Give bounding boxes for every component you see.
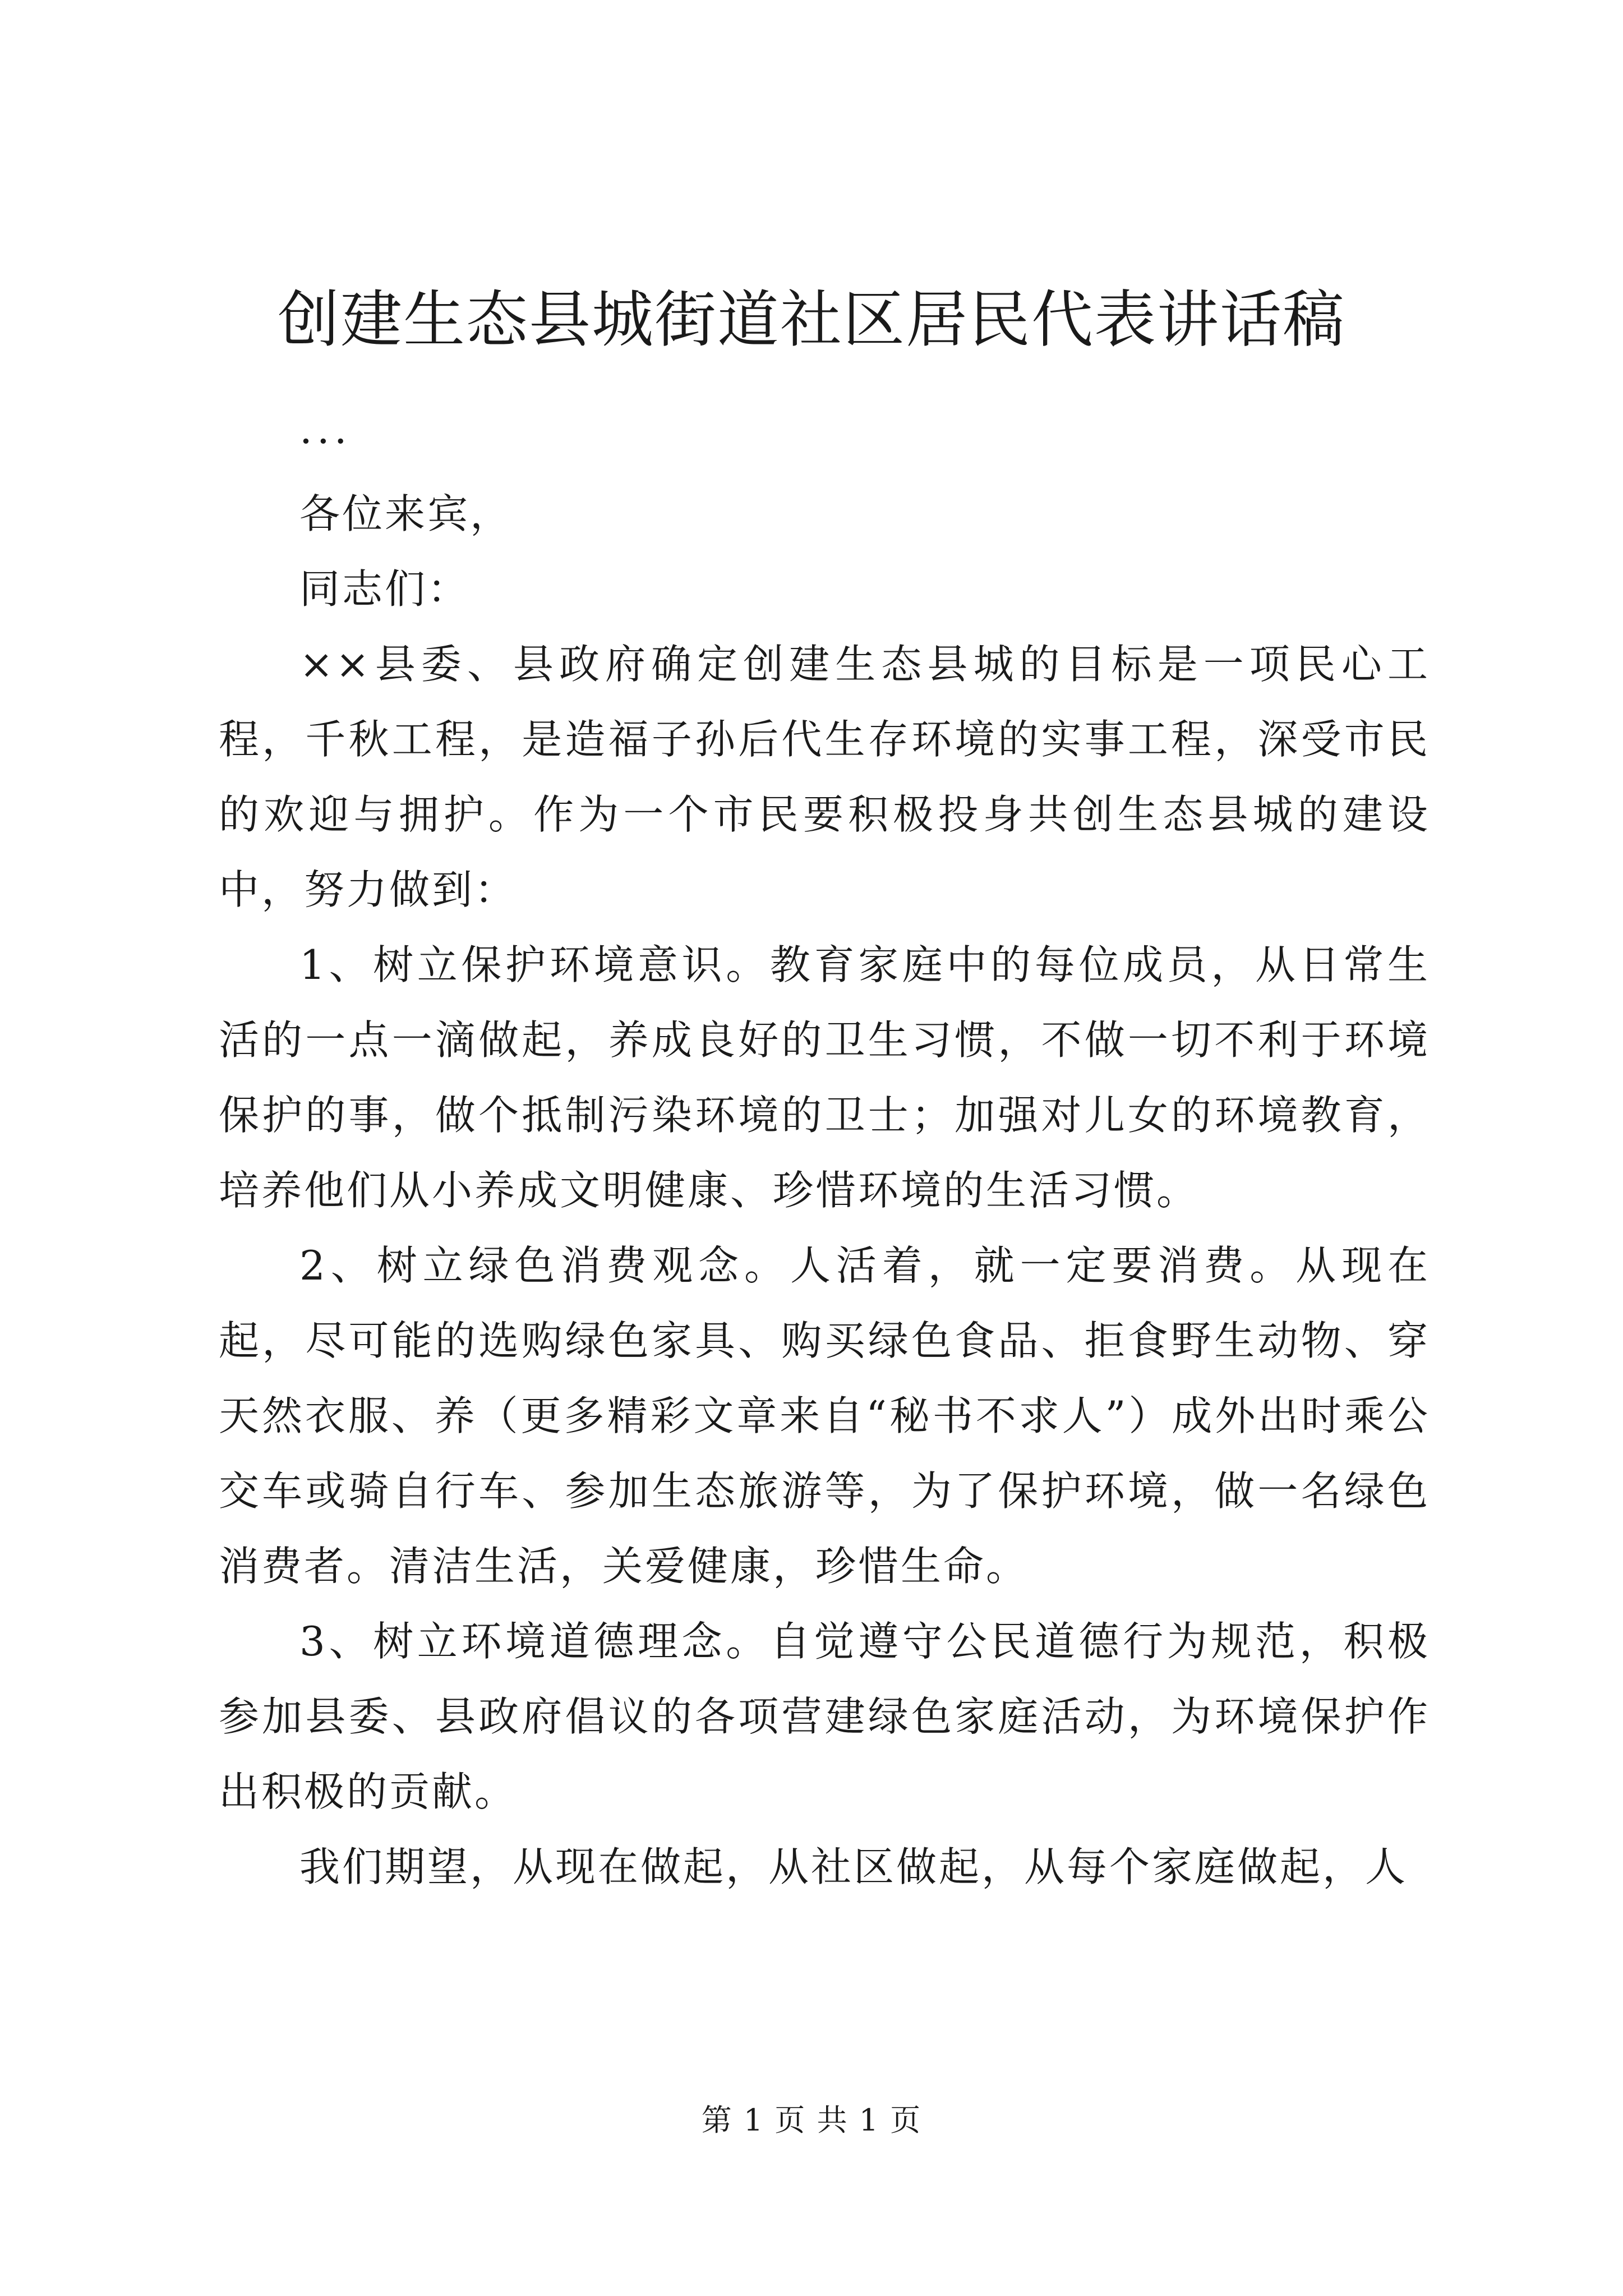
closing-paragraph: 我们期望，从现在做起，从社区做起，从每个家庭做起，人 [299,1843,1408,1890]
page-number-footer: 第 1 页 共 1 页 [701,2102,922,2138]
document-title: 创建生态县城街道社区居民代表讲话稿 [278,284,1345,356]
point-2-paragraph: 2、树立绿色消费观念。人活着，就一定要消费。从现在起，尽可能的选购绿色家具、购买绿色食品、拒食野生动物、穿天然衣服、养（更多精彩文章来自“秘书不求人”）成外出时乘公交车或骑自行车、参加生态旅游等，为了保护环境，做一名绿色消费者。清洁生活，关爱健康，珍惜生命。 [219,1242,1430,1590]
point-1-paragraph: 1、树立保护环境意识。教育家庭中的每位成员，从日常生活的一点一滴做起，养成良好的卫生习惯，不做一切不利于环境保护的事，做个抵制污染环境的卫士；加强对儿女的环境教育，培养他们从小养成文明健康、珍惜环境的生活习惯。 [219,941,1430,1214]
ellipsis-line: ... [299,406,352,453]
point-3-paragraph: 3、树立环境道德理念。自觉遵守公民道德行为规范，积极参加县委、县政府倡议的各项营建绿色家庭活动，为环境保护作出积极的贡献。 [219,1618,1430,1815]
document-body [219,401,1430,1904]
salutation-comrades: 同志们： [299,565,471,613]
salutation-guests: 各位来宾， [299,490,513,537]
intro-paragraph: ××县委、县政府确定创建生态县城的目标是一项民心工程，千秋工程，是造福子孙后代生存环境的实事工程，深受市民的欢迎与拥护。作为一个市民要积极投身共创生态县城的建设中，努力做到： [219,641,1430,913]
